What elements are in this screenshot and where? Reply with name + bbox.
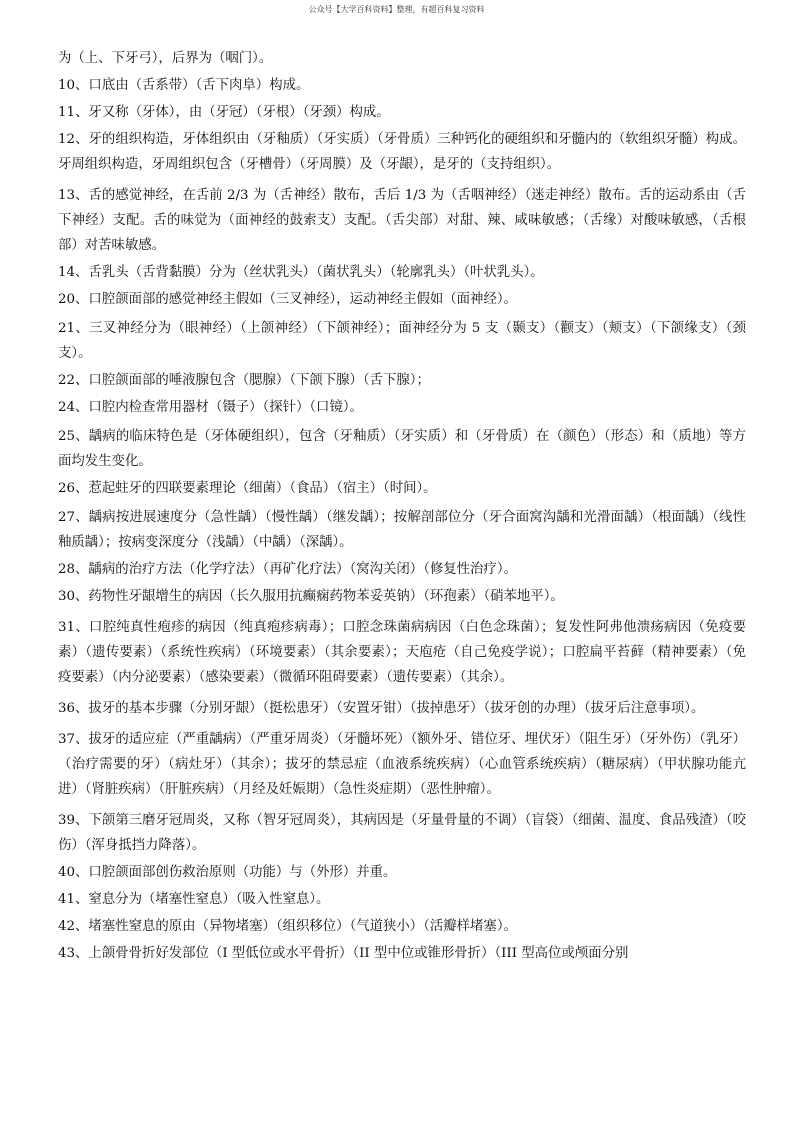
para-37-extraction-indications: 37、拔牙的适应症（严重龋病）（严重牙周炎）（牙髓坏死）（额外牙、错位牙、埋伏牙）（阻生牙）（牙外伤）（乳牙）（治疗需要的牙）（病灶牙）（其余）；拔牙的禁忌症（血液系统疾病）（心血管系统疾病）（糖尿病）（甲状腺功能亢进）（肾脏疾病）（肝脏疾病）（月经及妊娠期）（急性炎症期）（恶性肿瘤）。 [58,732,746,797]
para-26-caries-factors: 26、惹起蛀牙的四联要素理论（细菌）（食品）（宿主）（时间）。 [58,481,437,496]
para-36-extraction-steps: 36、拔牙的基本步骤（分别牙龈）（挺松患牙）（安置牙钳）（拔掉患牙）（拔牙创的办理）（拔牙后注意事项）。 [58,701,705,716]
para-42-obstructive-asphyxia: 42、堵塞性窒息的原由（异物堵塞）（组织移位）（气道狭小）（活瓣样堵塞）。 [58,919,517,934]
para-13-tongue-nerves: 13、舌的感觉神经，在舌前 2/3 为（舌神经）散布，舌后 1/3 为（舌咽神经）（迷走神经）散布。舌的运动系由（舌下神经）支配。舌的味觉为（面神经的鼓索支）支配。（舌尖部）对甜、辣、咸味敏感；（舌缘）对酸味敏感，（舌根部）对苦味敏感。 [58,188,746,253]
para-40-trauma-principle: 40、口腔颌面部创伤救治原则（功能）与（外形）并重。 [58,865,397,880]
para-10-mouth-floor: 10、口底由（舌系带）（舌下肉阜）构成。 [58,78,310,93]
para-43-maxilla-fracture: 43、上颌骨骨折好发部位（I 型低位或水平骨折）（II 型中位或锥形骨折）（III 型高位或颅面分别 [58,946,629,961]
para-39-pericoronitis: 39、下颌第三磨牙冠周炎，又称（智牙冠周炎），其病因是（牙量骨量的不调）（盲袋）（细菌、温度、食品残渣）（咬伤）（浑身抵挡力降落）。 [58,813,746,853]
para-41-asphyxia: 41、窒息分为（堵塞性窒息）（吸入性窒息）。 [58,892,330,907]
para-21-trigeminal: 21、三叉神经分为（眼神经）（上颌神经）（下颌神经）；面神经分为 5 支（颞支）（颧支）（颊支）（下颌缘支）（颈支）。 [58,321,746,361]
para-31-oral-mucosa: 31、口腔纯真性疱疹的病因（纯真疱疹病毒）；口腔念珠菌病病因（白色念珠菌）；复发性阿弗他溃疡病因（免疫要素）（遗传要素）（系统性疾病）（环境要素）（其余要素）；天庖疮（自己免疫学说）；口腔扁平苔藓（精神要素）（免疫要素）（内分泌要素）（感染要素）（微循环阻碍要素）（遗传要素）（其余）。 [58,620,746,685]
para-28-caries-treatment: 28、龋病的治疗方法（化学疗法）（再矿化疗法）（窝沟关闭）（修复性治疗）。 [58,562,517,577]
page-header: 公众号【大学百科资料】整理，有超百科复习资料 [308,5,485,14]
para-24-instruments: 24、口腔内检查常用器材（镊子）（探针）（口镜）。 [58,400,363,415]
para-30-gingival-hyperplasia: 30、药物性牙龈增生的病因（长久服用抗癫痫药物苯妥英钠）（环孢素）（硝苯地平）。 [58,589,564,604]
para-25-caries-features: 25、龋病的临床特色是（牙体硬组织），包含（牙釉质）（牙实质）和（牙骨质）在（颜色）（形态）和（质地）等方面均发生变化。 [58,429,746,469]
para-27-caries-classes: 27、龋病按进展速度分（急性龋）（慢性龋）（继发龋）；按解剖部位分（牙合面窝沟龋和光滑面龋）（根面龋）（线性釉质龋）；按病变深度分（浅龋）（中龋）（深龋）。 [58,510,746,550]
para-11-tooth-parts: 11、牙又称（牙体），由（牙冠）（牙根）（牙颈）构成。 [58,105,390,120]
document-body [58,46,746,968]
para-pharynx: 为（上、下牙弓），后界为（咽门）。 [58,51,273,66]
para-22-salivary: 22、口腔颌面部的唾液腺包含（腮腺）（下颌下腺）（舌下腺）； [58,373,430,388]
para-20-sensory-nerves: 20、口腔颌面部的感觉神经主假如（三叉神经），运动神经主假如（面神经）。 [58,292,517,307]
para-14-papillae: 14、舌乳头（舌背黏膜）分为（丝状乳头）（菌状乳头）（轮廓乳头）（叶状乳头）。 [58,265,544,280]
para-12-tooth-tissue: 12、牙的组织构造，牙体组织由（牙釉质）（牙实质）（牙骨质）三种钙化的硬组织和牙髓内的（软组织牙髓）构成。牙周组织构造，牙周组织包含（牙槽骨）（牙周膜）及（牙龈），是牙的（支持组织）。 [58,132,746,172]
